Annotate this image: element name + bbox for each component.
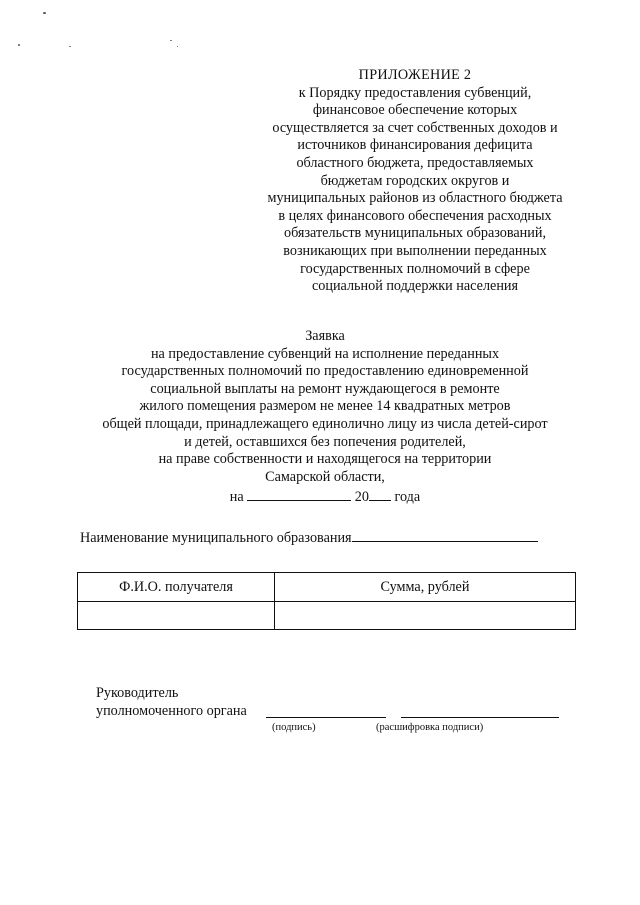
application-line: жилого помещения размером не менее 14 квадратных метров (139, 398, 511, 415)
signature-decoding-caption: (расшифровка подписи) (376, 722, 484, 733)
application-line: Самарской области, (265, 468, 385, 485)
application-block (60, 328, 590, 507)
appendix-line: источников финансирования дефицита (297, 137, 533, 154)
appendix-line: обязательств муниципальных образований, (283, 225, 547, 242)
appendix-line: областного бюджета, предоставляемых (296, 154, 534, 171)
scan-speck (170, 40, 172, 41)
scan-speck (177, 46, 178, 47)
application-line: общей площади, принадлежащего единолично лицу из числа детей-сирот (102, 415, 548, 432)
signatory-title (96, 684, 247, 720)
signatory-line-1: Руководитель (96, 685, 179, 701)
appendix-line: государственных полномочий в сфере (300, 260, 530, 277)
appendix-line: финансовое обеспечение которых (312, 102, 518, 119)
municipality-input-line[interactable] (352, 528, 538, 542)
scan-speck (18, 44, 20, 46)
date-suffix: года (394, 489, 421, 506)
application-line: на предоставление субвенций на исполнение переданных (150, 345, 500, 362)
header-amount: Сумма, рублей (275, 573, 576, 602)
municipality-label: Наименование муниципального образования (80, 530, 352, 546)
signature-line[interactable] (266, 717, 386, 718)
application-title: Заявка (305, 328, 345, 344)
signatory-line-2: уполномоченного органа (96, 703, 247, 719)
table-row (78, 602, 576, 630)
municipality-field-row (80, 528, 580, 547)
appendix-header (250, 67, 580, 296)
application-line: и детей, оставшихся без попечения родителей, (184, 433, 466, 450)
date-year: 20 (354, 489, 369, 506)
table-header-row (78, 573, 576, 602)
appendix-line: возникающих при выполнении переданных (283, 242, 547, 259)
appendix-line: в целях финансового обеспечения расходных (278, 207, 552, 224)
date-blank-field[interactable] (247, 486, 351, 501)
appendix-line: бюджетам городских округов и (320, 172, 510, 189)
date-prefix: на (229, 489, 244, 506)
cell-amount[interactable] (275, 602, 576, 630)
signature-caption: (подпись) (272, 722, 316, 733)
cell-recipient-name[interactable] (78, 602, 275, 630)
appendix-line: муниципальных районов из областного бюджета (267, 190, 563, 207)
signature-decoding-line[interactable] (401, 717, 559, 718)
header-recipient-name: Ф.И.О. получателя (78, 573, 275, 602)
year-blank-field[interactable] (369, 486, 391, 501)
appendix-line: к Порядку предоставления субвенций, (298, 84, 532, 101)
appendix-line: осуществляется за счет собственных доходов и (272, 119, 558, 136)
application-date-line (60, 486, 590, 507)
appendix-title: ПРИЛОЖЕНИЕ 2 (358, 67, 472, 83)
recipients-table (77, 572, 576, 630)
application-line: государственных полномочий по предоставлению единовременной (121, 363, 529, 380)
application-line: на праве собственности и находящегося на территории (158, 451, 492, 468)
scan-speck (43, 12, 46, 14)
application-line: социальной выплаты на ремонт нуждающегося в ремонте (150, 380, 500, 397)
appendix-line: социальной поддержки населения (311, 278, 519, 295)
scan-speck (69, 46, 71, 47)
